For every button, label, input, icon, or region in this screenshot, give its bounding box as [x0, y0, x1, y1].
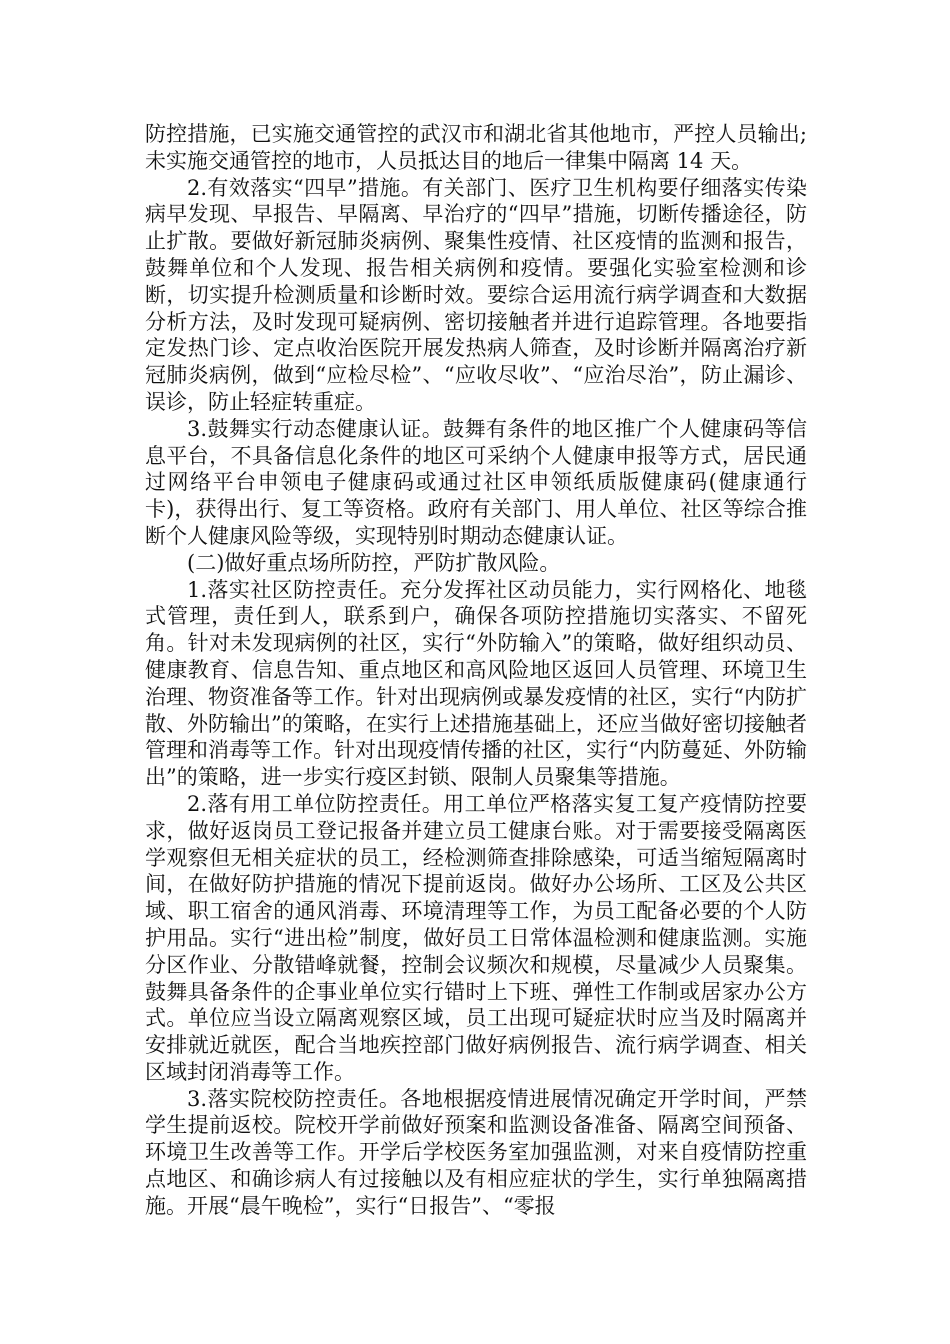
paragraph-continuation: 防控措施，已实施交通管控的武汉市和湖北省其他地市，严控人员输出;未实施交通管控的地市，人员抵达目的地后一律集中隔离 14 天。: [145, 122, 807, 173]
paragraph-employer-prevention: 2.落有用工单位防控责任。用工单位严格落实复工复产疫情防控要求，做好返岗员工登记报备并建立员工健康台账。对于需要接受隔离医学观察但无相关症状的员工，经检测筛查排除感染，可适当缩短隔离时间，在做好防护措施的情况下提前返岗。做好办公场所、工区及公共区域、职工宿舍的通风消毒、环境清理等工作，为员工配备必要的个人防护用品。实行“进出检”制度，做好员工日常体温检测和健康监测。实施分区作业、分散错峰就餐，控制会议频次和规模，尽量减少人员聚集。鼓舞具备条件的企事业单位实行错时上下班、弹性工作制或居家办公方式。单位应当设立隔离观察区域，员工出现可疑症状时应当及时隔离并安排就近就医，配合当地疾控部门做好病例报告、流行病学调查、相关区域封闭消毒等工作。: [145, 791, 807, 1084]
paragraph-school-prevention: 3.落实院校防控责任。各地根据疫情进展情况确定开学时间，严禁学生提前返校。院校开学前做好预案和监测设备准备、隔离空间预备、环境卫生改善等工作。开学后学校医务室加强监测，对来自疫情防控重点地区、和确诊病人有过接触以及有相应症状的学生，实行单独隔离措施。开展“晨午晚检”，实行“日报告”、“零报: [145, 1086, 807, 1218]
paragraph-four-early-measures: 2.有效落实“四早”措施。有关部门、医疗卫生机构要仔细落实传染病早发现、早报告、早隔离、早治疗的“四早”措施，切断传播途径，防止扩散。要做好新冠肺炎病例、聚集性疫情、社区疫情的监测和报告，鼓舞单位和个人发现、报告相关病例和疫情。要强化实验室检测和诊断，切实提升检测质量和诊断时效。要综合运用流行病学调查和大数据分析方法，及时发现可疑病例、密切接触者并进行追踪管理。各地要指定发热门诊、定点收治医院开展发热病人筛查，及时诊断并隔离治疗新冠肺炎病例，做到“应检尽检”、“应收尽收”、“应治尽治”，防止漏诊、误诊，防止轻症转重症。: [145, 175, 807, 414]
paragraph-health-certification: 3.鼓舞实行动态健康认证。鼓舞有条件的地区推广个人健康码等信息平台，不具备信息化条件的地区可采纳个人健康申报等方式，居民通过网络平台申领电子健康码或通过社区申领纸质版健康码(健康通行卡)，获得出行、复工等资格。政府有关部门、用人单位、社区等综合推断个人健康风险等级，实现特别时期动态健康认证。: [145, 416, 807, 548]
document-body: [145, 121, 807, 1220]
section-heading-key-places: (二)做好重点场所防控，严防扩散风险。: [187, 550, 561, 575]
paragraph-community-prevention: 1.落实社区防控责任。充分发挥社区动员能力，实行网格化、地毯式管理，责任到人，联系到户，确保各项防控措施切实落实、不留死角。针对未发现病例的社区，实行“外防输入”的策略，做好组织动员、健康教育、信息告知、重点地区和高风险地区返回人员管理、环境卫生治理、物资准备等工作。针对出现病例或暴发疫情的社区，实行“内防扩散、外防输出”的策略，在实行上述措施基础上，还应当做好密切接触者管理和消毒等工作。针对出现疫情传播的社区，实行“内防蔓延、外防输出”的策略，进一步实行疫区封锁、限制人员聚集等措施。: [145, 577, 807, 790]
